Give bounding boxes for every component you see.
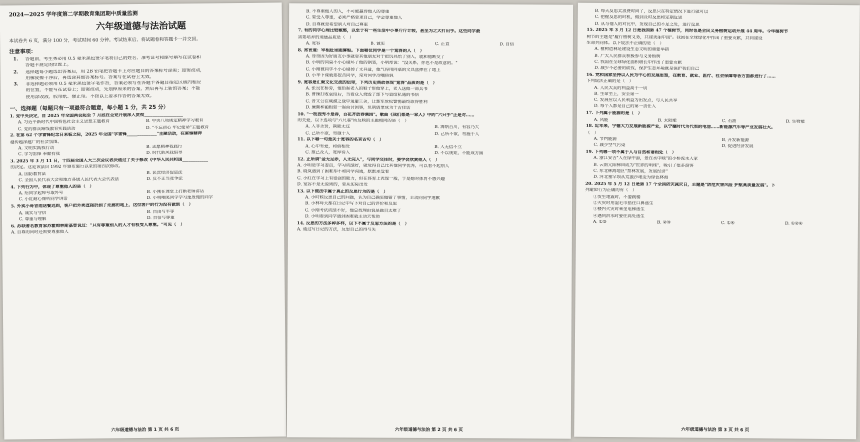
question-text: 20. 2025 年 5 月 12 日是第 17 个全国防灾减灾日，主题是"防范灾害风险 护航高质量发展"。下 xyxy=(585,181,776,189)
question-text: 下列说法正确的是（ ） xyxy=(586,79,634,85)
answer-option: B. 自由与平等 xyxy=(146,209,175,215)
question-text: C. 小红在学习上有很强的能力，但在体育上表现一般，于是她对体育不感兴趣 xyxy=(297,176,445,182)
answer-option: C. 学习雷锋 奉献有我 xyxy=(18,152,60,158)
answer-option: D. "不忘初心 牢记使命"主题教育 xyxy=(146,124,209,131)
exam-page-3 xyxy=(574,3,860,439)
question xyxy=(586,73,850,113)
notice-heading: 注意事项： xyxy=(9,49,37,56)
question-text: 8. 常言道：宰相肚里能撑船。下面哪位同学是一个宽容的人（ ） xyxy=(297,48,425,54)
question-text: 4. 下列行为中，体现了尊重他人的是（ ） xyxy=(10,184,94,191)
exam-header: 2024—2025 学年度第二学期教育集团期中质量监测 xyxy=(8,11,138,19)
page-footer: 六年级道德与法治 第 2 页 共 6 页 xyxy=(394,427,463,434)
question-list xyxy=(297,29,564,235)
page-footer: 六年级道德与法治 第 1 页 共 6 页 xyxy=(111,427,180,434)
question-text: A. 小明是学习委员，学习成绩好，就觉得自己比其他同学优秀，可以看不起别人 xyxy=(297,163,450,170)
answer-option: A. 植树造林是建设生态文明的重要举措 xyxy=(594,47,670,53)
answer-option: C. 小刚被同学不小心碰掉了文具盒，他气得用同桌的文具盒摔在了地上 xyxy=(305,67,441,73)
question-text: 的关爱，以下选项与"六尺巷"所反映的主题相同的是（ ） xyxy=(297,118,409,124)
answer-option: A. 人非圣贤，孰能无过 xyxy=(305,124,351,130)
question-text: 树节的主题是"履行植树义务，共建美丽中国"。我国在全球绿化中作出了重要贡献，共同建设 xyxy=(586,34,763,42)
answer-option: B. 小林每天都在日记中写下对自己的评价和反思 xyxy=(305,201,397,208)
question-text: D. 宽容不是无原则的，要从实际出发 xyxy=(297,182,368,188)
answer-option: A. 诚实与守信 xyxy=(18,210,47,216)
answer-option: C. 东北林海地区"禁林发展，发展经济" xyxy=(593,168,668,175)
exam-intro: 本试卷共 6 页，满分 100 分，考试时间 60 分钟。考试结束后，将试题卷和答题卡一并交回。 xyxy=(9,37,201,45)
question-text: 越传越深越广的社会氛围。 xyxy=(10,139,62,146)
answer-options xyxy=(297,144,563,158)
answer-option: A. 给同学起绰号取外号 xyxy=(18,190,64,197)
question-text: 5. 外卖小哥冒雨送餐迟到，客户把外卖直接扔到了走廊的地上，这位客户的行为没有做到（ ） xyxy=(10,202,194,210)
answer-option: C. 减少空气污染 xyxy=(593,143,626,149)
answer-option: B. 生命至上，安全第一 xyxy=(594,91,639,98)
notice-number: 2. xyxy=(13,69,19,75)
answer-option: A. 宽容 xyxy=(305,41,321,47)
question xyxy=(586,124,850,151)
answer-option: D. 自信 xyxy=(499,42,515,48)
question xyxy=(297,112,563,139)
answer-option: ①发生地震时，不要跳楼 xyxy=(593,194,641,200)
answer-option: D. 促进经济发展 xyxy=(721,144,754,150)
question-text: 19. 下列哪一项不属于人与自然和谐相处（ ） xyxy=(585,149,677,156)
answer-option: C. 石油 xyxy=(721,118,737,124)
answer-option: A. 节约能源 xyxy=(593,136,617,143)
exam-title: 六年级道德与法治试题 xyxy=(95,21,187,33)
continued-options xyxy=(587,9,851,30)
question xyxy=(297,157,563,190)
answer-option: D. 小明嘲笑同学学习速度慢的同学 xyxy=(146,195,213,202)
answer-option: C. 尊重与理解 xyxy=(18,216,47,223)
question-text: 3. 2025 年 3 月 11 日，十四届全国人大三次会议表决通过了关于修改《中华人民共和国____________ xyxy=(10,157,209,165)
answer-option: B. ②③ xyxy=(656,220,671,226)
question-text: 生命共同体。以下说法不正确的是（ ） xyxy=(586,40,664,47)
answer-option: B. 小刚在课堂上打断老师讲话 xyxy=(146,189,205,196)
question xyxy=(10,112,274,134)
answer-option: ④遇到洪水时要往高处逃生 xyxy=(593,213,645,219)
question xyxy=(298,29,564,49)
notice-list xyxy=(9,55,273,102)
answer-option: C. 党的群众路线教育实践活动 xyxy=(18,126,76,132)
answer-option: A. 国防教育法 xyxy=(18,171,46,178)
question-text: （ ） xyxy=(585,130,599,136)
question-text: 17. 下列属于能源的是（ ） xyxy=(585,111,643,117)
answer-option: C. 己所不欲，勿施于人 xyxy=(305,130,351,137)
question xyxy=(11,202,275,224)
notice-text: 非选择题必须用 0.5 毫米黑色签字笔作答，答案必须写在答题卡各题目指定区域内相应 xyxy=(25,80,202,88)
question xyxy=(297,138,563,158)
answer-option: A. 小时候反思自己的问题，认为自己确实做错了事情，主动向同学道歉 xyxy=(305,195,440,202)
answer-option: D. 反不正当竞争法 xyxy=(146,176,183,183)
question-text: B. 晓岚遇到了困难却不和同学沟通，默默承受着 xyxy=(297,169,390,176)
answer-option: A. 哥哥因为好朋友小事就耍其他朋友对于把玩具给了别人，就和他断交了 xyxy=(305,54,445,61)
answer-option: B. 海纳百川，有容乃大 xyxy=(434,125,480,131)
question xyxy=(586,28,850,74)
question-text: 13. 以下做法中属于真正的反思行为的是（ ） xyxy=(297,189,388,195)
notice-number xyxy=(10,95,26,101)
answer-option: C. ①④ xyxy=(720,220,735,226)
page-footer: 六年级道德与法治 第 3 页 共 6 页 xyxy=(681,427,750,434)
answer-options xyxy=(297,125,563,139)
exam-page-2 xyxy=(287,3,573,438)
question-text: 12. 正所谓"金无足赤，人无完人"，与同学交往时，要学会欣赏他人（ ） xyxy=(297,157,440,163)
question-text: 14. 反思的方法多种多样，以下不属于反思方法的是（ ） xyxy=(296,221,410,227)
answer-option: A. ①③ xyxy=(592,219,607,225)
question xyxy=(297,221,563,235)
question xyxy=(297,189,563,222)
answer-option: B. 云南元阳梯田成为"世界的明珠"，吸引了很多游客 xyxy=(593,162,694,169)
notice-text: 的位置，不能写在试卷上；如需改动，先划掉原来的答案，然后再写上新的答案；不能 xyxy=(25,86,201,94)
answer-option: B. 小明的同桌不小心碰坏了他的钢笔，小明却说："没关系，你也不是故意的。" xyxy=(305,60,458,67)
answer-option: C. 我国在全球绿化面积增长中作出了重要贡献 xyxy=(594,59,682,66)
answer-option: D. 生物能 xyxy=(785,119,805,125)
answer-option: D. 河北塞罕坝从荒漠沙地变为绿色林海 xyxy=(593,175,669,181)
answer-option: D. 自信与尊重 xyxy=(146,215,175,221)
answer-option: D. 不以规矩，不能成方圆 xyxy=(434,151,484,157)
notice-text: 使用涂改液、胶带纸、修正带。不按以上要求作答的答案无效。 xyxy=(25,93,155,101)
answer-option: ②火灾时用湿毛巾捂住口鼻逃生 xyxy=(593,200,654,207)
notice-text: 选择题每小题选出答案后，用 2B 铅笔把答题卡上对应题目的答案标号涂黑；如需改动， xyxy=(25,67,205,75)
question-list xyxy=(10,112,275,237)
answer-option: A. 浙江安吉"人在绿中游，景在水中映"的小桥流水人家 xyxy=(593,156,698,163)
answer-option: B. 开发新能源 xyxy=(721,137,750,144)
answer-option: D. 廉颇和蔺相如一起商讨国事，负荆请罪成为千古佳话 xyxy=(305,105,411,111)
answer-option: C. 推己及人，宽厚待人 xyxy=(305,150,350,156)
question-text: 10. "一枝独秀不是春，百花齐放春满园"。歌曲《我们都是一家人》中的"六只手"正是对…… xyxy=(297,112,475,118)
question-text: 11. 以下哪一句是关于宽容的名言古句（ ） xyxy=(297,137,384,144)
answer-option: D. 小华下课就要挖苦同学，常对同学冷嘲热讽 xyxy=(305,73,394,79)
answer-option: A. 人民大众的利益高于一切 xyxy=(594,85,648,91)
question-text: 7. 有的同学心理比较敏感，以至于有一些生活中小事斤斤计较，甚至为之大打出手。这些同学最 xyxy=(297,28,481,35)
answer-option: B. 中央八项规定精神学习教育 xyxy=(145,118,204,125)
exam-page-1 xyxy=(0,3,286,440)
notice-text: 答题卡规定的位置上。 xyxy=(25,63,72,69)
answer-option: C. 全国人民代表大会和地方各级人民代表大会代表法 xyxy=(18,177,119,184)
answer-option: D. 小明看到同学遇到困难就主动去帮助 xyxy=(305,214,380,220)
question-text: 需要培养的道德品质是（ ） xyxy=(297,34,354,41)
question-text: A. 自尊的同时还需要尊重他人 xyxy=(11,229,69,236)
question-text: 列避险行为正确的有（ ） xyxy=(585,188,637,194)
answer-option: B. 志愿精神我践行 xyxy=(146,144,183,151)
question xyxy=(585,182,849,228)
answer-option: C. 发展应以人民利益为出发点，与人民共享 xyxy=(594,98,678,104)
answer-option: D. 每个人都是自己的第一责任人 xyxy=(593,104,656,110)
answer-option: B. 广大人民群众积极参与义务植树 xyxy=(594,53,661,60)
answer-option: B. 人无信不立 xyxy=(434,144,462,150)
question-text: 6. 苏联著名教育家苏霍姆林斯基曾说过："只有尊重别人的人才有权受人尊重。"可见（ ） xyxy=(11,222,185,230)
answer-option: ③楼内火灾时乘坐电梯逃生 xyxy=(593,207,645,213)
notice-text: 用橡皮擦干净后，再选涂其他答案标号。答案写在试卷上无效。 xyxy=(25,74,155,82)
answer-option: C. 要受人尊重，必须严格要求自己，学会尊重他人 xyxy=(306,15,403,22)
answer-option: D. 自尊就是希望别人对自己尊重 xyxy=(306,21,368,28)
notice-text: 答题前，考生务必用 0.5 毫米黑色签字笔将自己的姓名、准考证号和座号填写在试卷和 xyxy=(25,55,201,63)
answer-option: B. 每天反思太浪费时间了，反思只在特定情况下进行就可以 xyxy=(594,8,709,15)
answer-option: D. 时代新风我倡导 xyxy=(146,150,183,157)
notice-number: 1. xyxy=(13,57,19,63)
question xyxy=(11,221,275,236)
answer-option: D. 减少不必要的砍伐，保护生态环境就是保护我们自己 xyxy=(594,66,700,73)
answer-option: A. 风能 xyxy=(593,117,609,123)
answer-option: D. ①②④ xyxy=(784,221,803,227)
answer-option: B. 诚实 xyxy=(370,41,385,47)
question-text: 9. 宽容是汇聚文化交流的纽带，下列历史典故体现"宽容"品质的是（ ） xyxy=(297,80,438,86)
answer-option: D. 己所不欲，勿施于人 xyxy=(434,131,480,137)
notice-number: 3. xyxy=(13,82,19,88)
answer-option: C. 小红耐心倾听同学讲话 xyxy=(18,197,68,203)
answer-option: B. 民营经济促进法 xyxy=(146,170,183,176)
answer-option: B. 不尊重他人的人，不可能赢得他人的尊重 xyxy=(306,9,390,15)
answer-option: A. 文明实践我行动 xyxy=(18,145,55,152)
question-text: A. 通过写日记的方法，反思自己的得与失 xyxy=(296,227,376,233)
answer-option: B. 太阳能 xyxy=(657,118,677,124)
answer-option: C. 正直 xyxy=(434,42,450,48)
question xyxy=(298,80,564,113)
question-text: 的决定。这是该法自 1992 年颁布施行以来的第四次修改。 xyxy=(10,164,123,171)
question-text: 1. 党中央决定，自 2025 年全国两会起至 7 月底在全党开展深入贯彻__________________ xyxy=(9,112,183,120)
answer-option: A. 心中有爱，和谐相处 xyxy=(305,144,350,150)
question xyxy=(585,150,849,184)
answer-option: A. 习近平新时代中国特色社会主义思想主题教育 xyxy=(17,119,110,126)
answer-option: C. 晋文公在城濮之战中退避三舍，让楚军放松警惕最终取得胜利 xyxy=(305,99,428,105)
question-text: 18. 近年来，宁德大力发展新能源产业，以宁德时代为代表的电池……新能源汽车等产业发展壮大。 xyxy=(585,124,776,131)
answer-option: C. 小刚考试成绩不好，他总找理由说是题目太难了 xyxy=(305,208,402,214)
question xyxy=(11,182,275,204)
question-text: 16. 党和国家坚持以人民为中心的发展思想，在教育、就业、医疗、社会保障等各方面都进行了…… xyxy=(586,72,776,80)
section-heading: 一、选择题（每题只有一项最符合题意，每小题 1 分，共 25 分） xyxy=(9,104,169,113)
question xyxy=(10,157,274,185)
question xyxy=(10,131,274,159)
question-list xyxy=(585,28,851,228)
question xyxy=(298,48,564,81)
answer-option: A. 张良在桥旁，他拾起老人的鞋子帮他穿上，老人送他一部兵书 xyxy=(305,86,428,93)
answer-options xyxy=(585,220,849,229)
question-text: 15. 2025 年 3 月 12 日是我国第 47 个植树节，同时也是全民义务植树运动开展 44 周年。今年植树节 xyxy=(586,28,789,36)
answer-option: C. 把握反思的时机，做到及时反思和定期反思 xyxy=(594,15,683,21)
question-text: 2. 在第 62 个学雷锋纪念日来临之际，2025 年全国"学雷锋______________"主题活动，在雷锋精神 xyxy=(10,131,202,139)
answer-option: D. 从与他人的对比中，发现自己的不足之处，进行反思 xyxy=(594,21,700,28)
continued-options xyxy=(298,9,564,29)
answer-option: B. 曹操打败袁绍后，当着众人烧毁了部下与袁绍私通的书信 xyxy=(305,92,419,99)
